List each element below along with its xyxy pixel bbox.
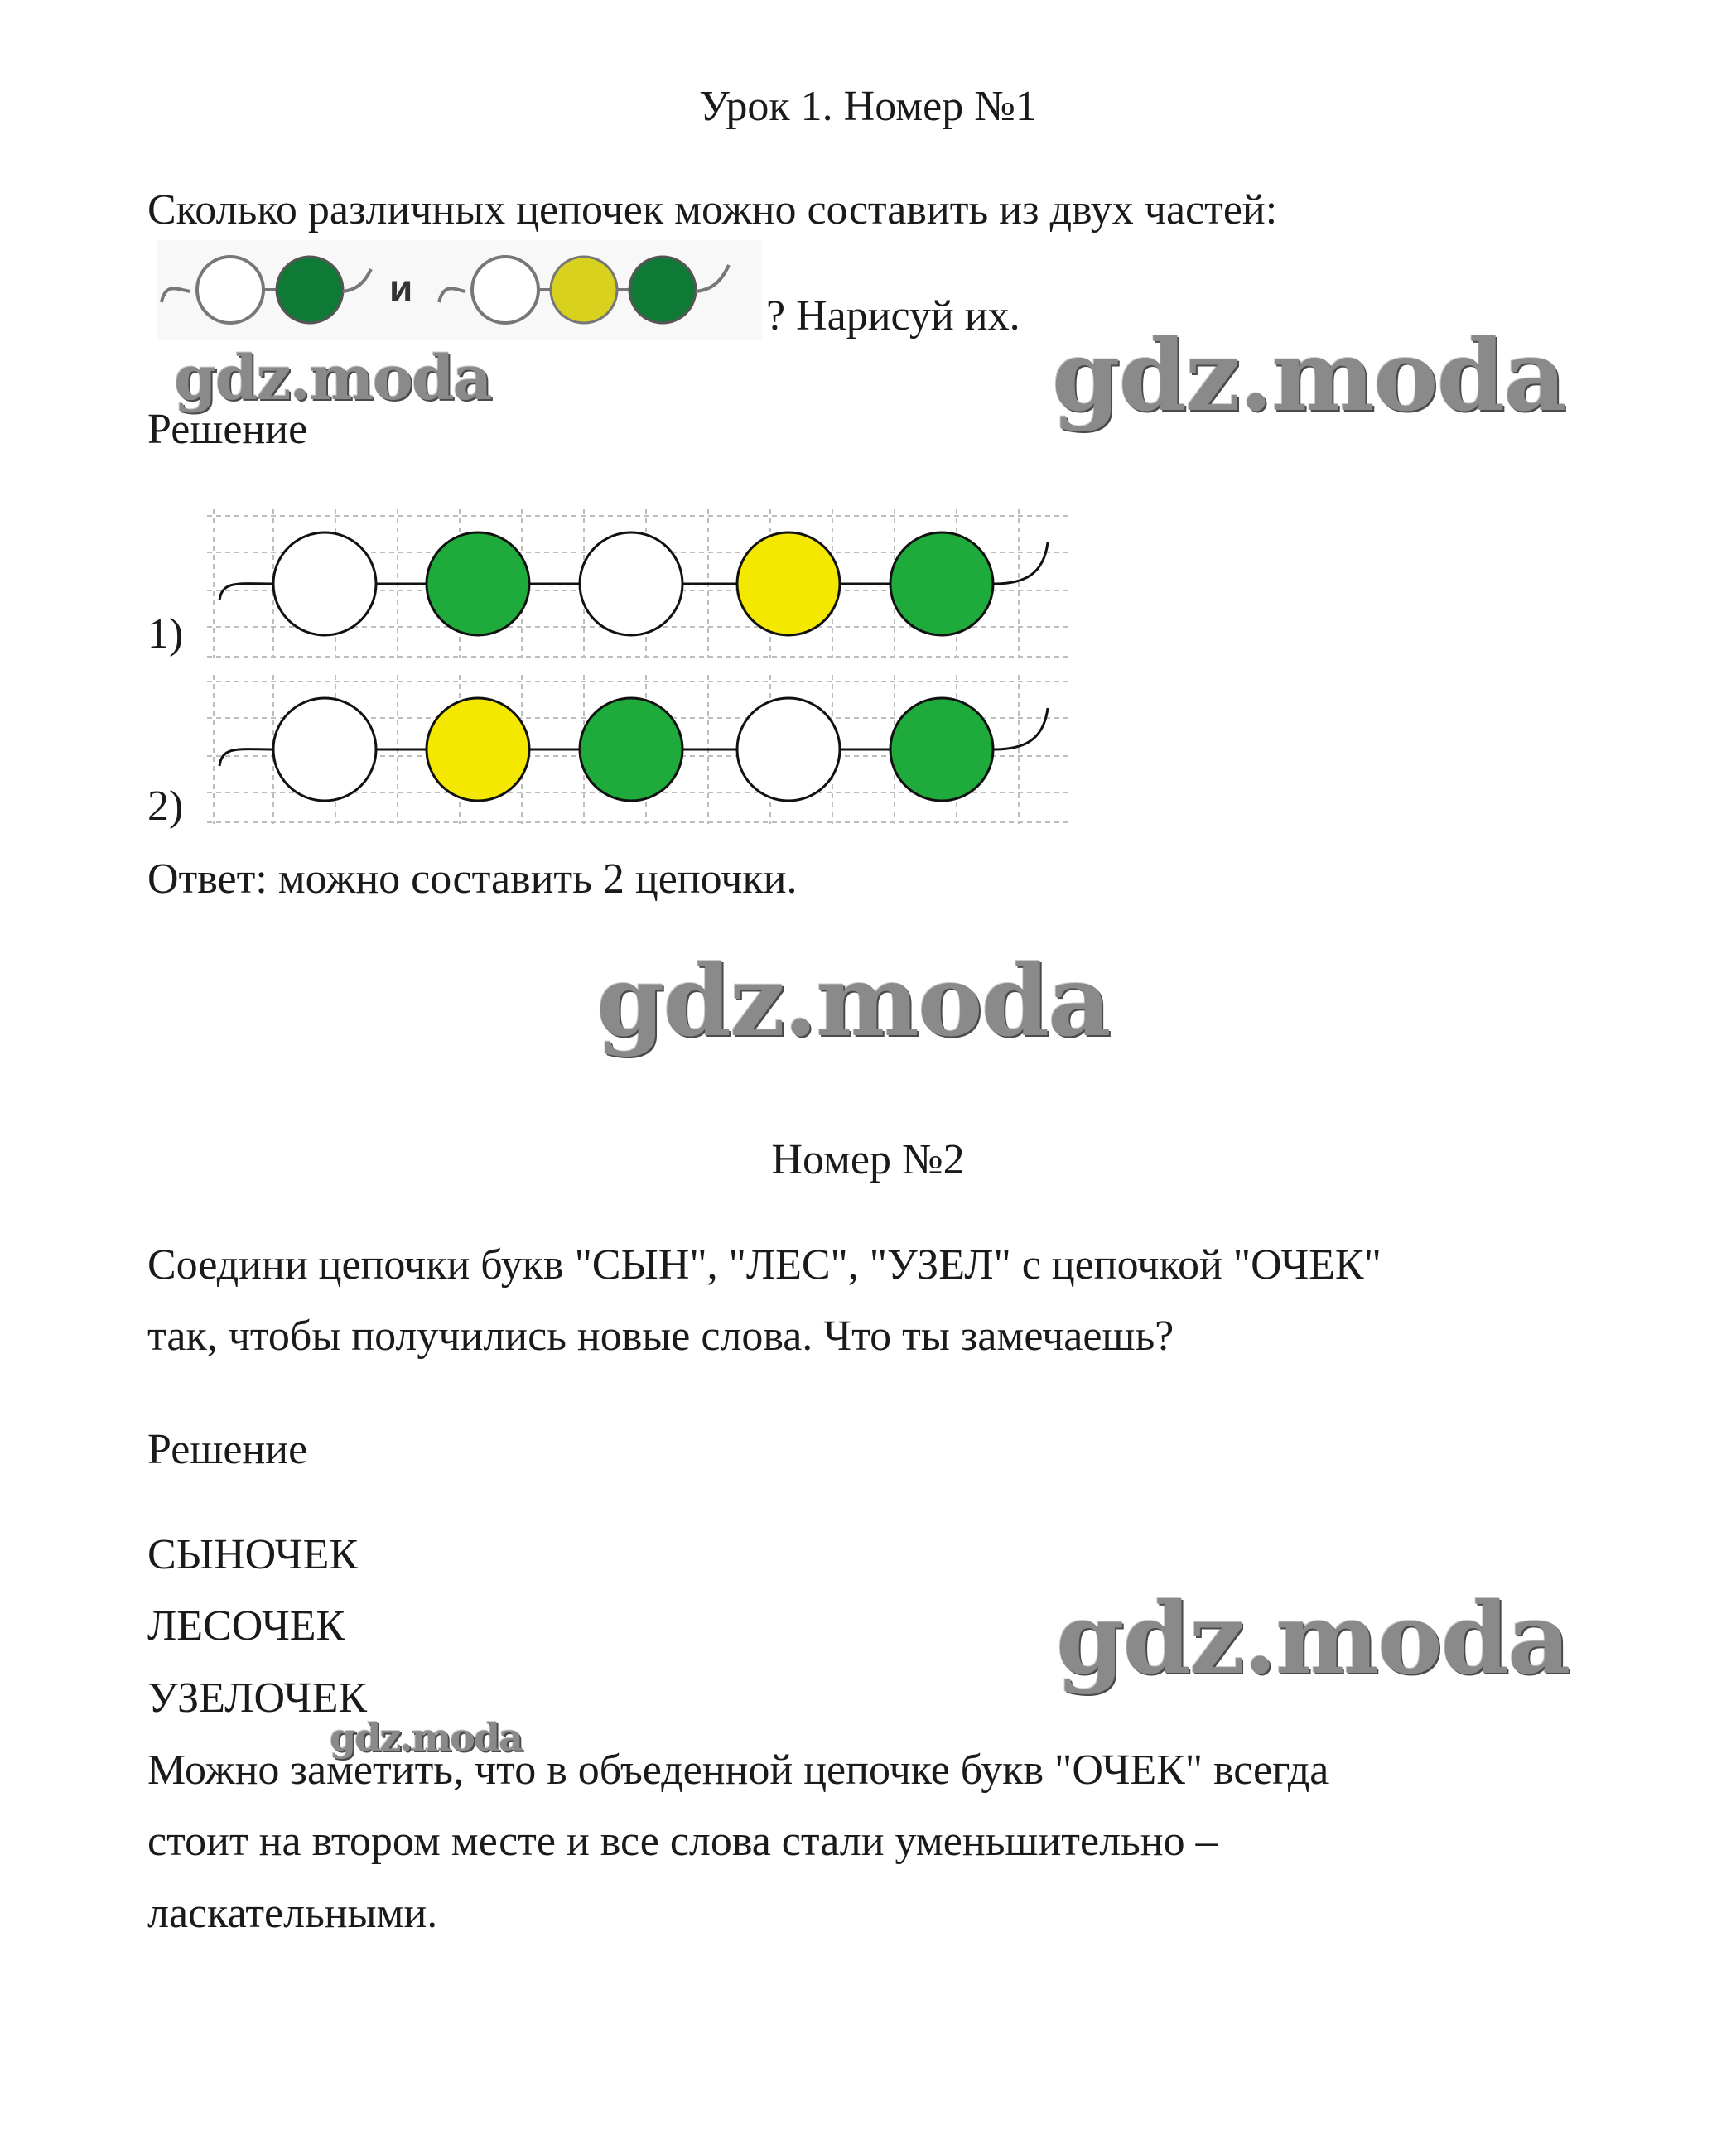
task2-title: Номер №2	[771, 1136, 965, 1183]
watermark: gdz.moda	[174, 343, 491, 414]
solution-label: Решение	[147, 406, 308, 453]
connector-and: и	[389, 267, 413, 310]
conclusion-line-3: ласкательными.	[147, 1890, 438, 1937]
watermark: gdz.moda	[1052, 318, 1565, 433]
word-2: ЛЕСОЧЕК	[147, 1602, 345, 1650]
conclusion-line-2: стоит на втором месте и все слова стали уменьшительно –	[147, 1818, 1218, 1865]
watermark: gdz.moda	[330, 1715, 522, 1760]
task1-line2: ? Нарисуй их.	[766, 292, 1020, 340]
task2-line1: Соедини цепочки букв "СЫН", "ЛЕС", "УЗЕЛ" с цепочкой "ОЧЕК"	[147, 1241, 1382, 1289]
row1-bead-4	[737, 532, 840, 635]
chain-row-1	[207, 509, 1068, 658]
task2-line2: так, чтобы получились новые слова. Что ты замечаешь?	[147, 1313, 1174, 1360]
row1-bead-2	[427, 532, 529, 635]
row2-bead-1	[273, 698, 376, 801]
watermark: gdz.moda	[596, 943, 1110, 1058]
part-b-bead-1	[472, 257, 538, 323]
chain-parts-illustration	[157, 240, 762, 340]
row1-bead-5	[890, 532, 993, 635]
row2-bead-5	[890, 698, 993, 801]
chain-label-2: 2)	[147, 783, 184, 830]
row1-bead-1	[273, 532, 376, 635]
part-a-bead-1	[197, 257, 263, 323]
task2-solution-label: Решение	[147, 1426, 308, 1473]
part-b-bead-3	[629, 257, 696, 323]
part-a-bead-2	[277, 257, 343, 323]
row2-bead-3	[580, 698, 682, 801]
watermark: gdz.moda	[1056, 1581, 1570, 1696]
row2-bead-4	[737, 698, 840, 801]
part-b-bead-2	[551, 257, 617, 323]
row1-bead-3	[580, 532, 682, 635]
task1-line1: Сколько различных цепочек можно составить из двух частей:	[147, 186, 1278, 234]
word-3: УЗЕЛОЧЕК	[147, 1674, 368, 1722]
answer-text: Ответ: можно составить 2 цепочки.	[147, 855, 798, 903]
row2-bead-2	[427, 698, 529, 801]
word-1: СЫНОЧЕК	[147, 1531, 359, 1578]
chain-row-2	[207, 675, 1068, 824]
conclusion-line-1: Можно заметить, что в объеденной цепочке букв "ОЧЕК" всегда	[147, 1746, 1329, 1794]
chain-label-1: 1)	[147, 610, 184, 658]
lesson-title: Урок 1. Номер №1	[699, 83, 1037, 130]
